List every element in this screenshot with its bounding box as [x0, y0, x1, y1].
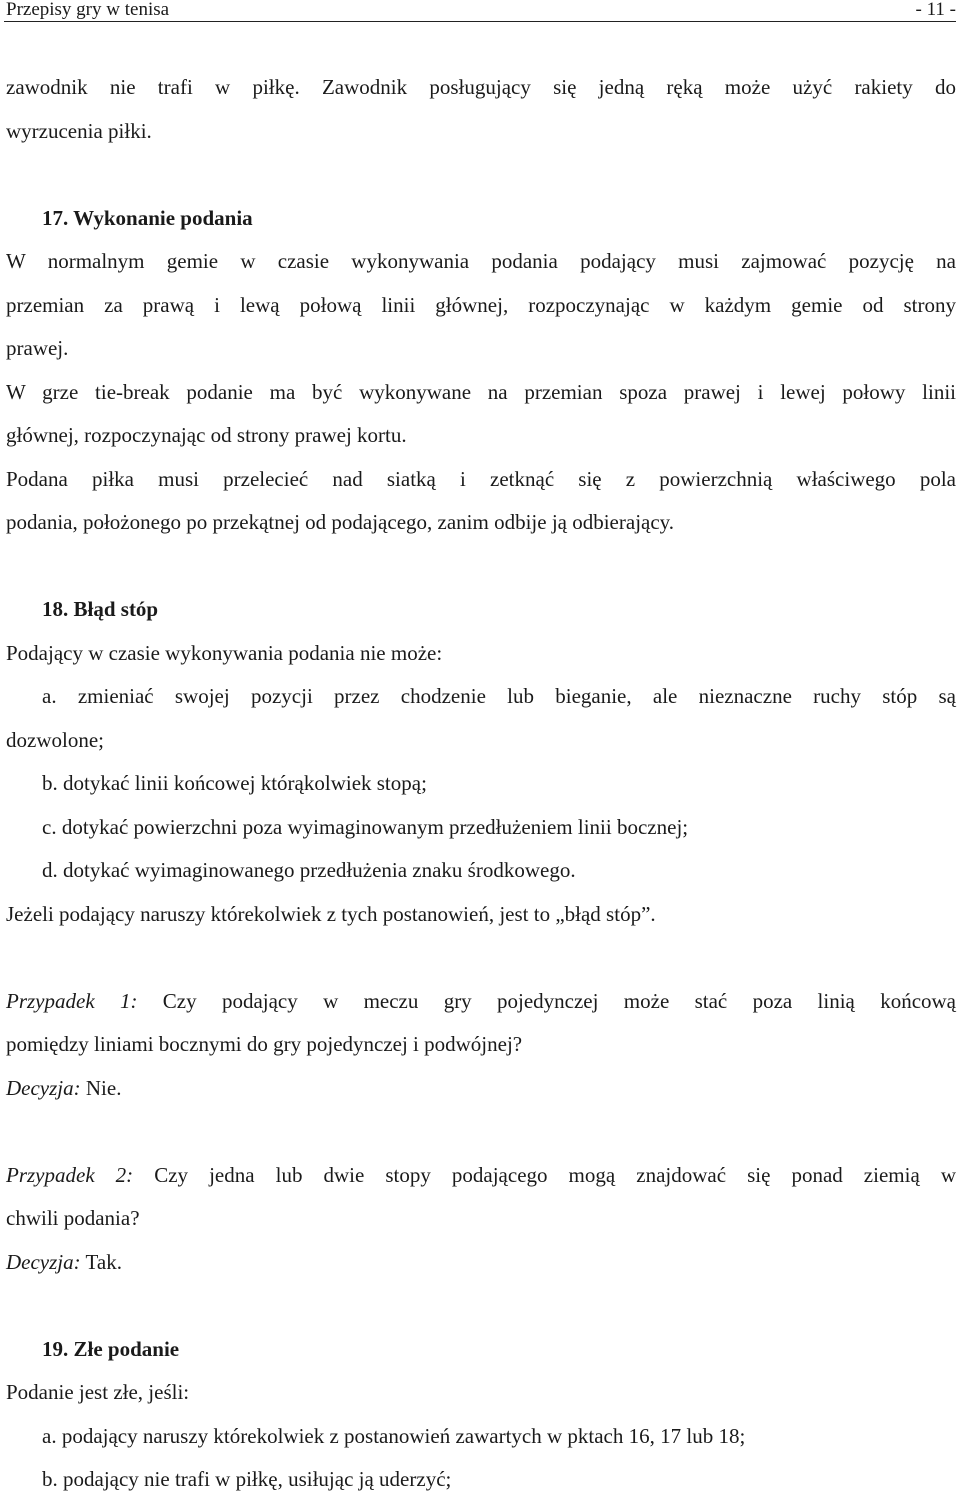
decision-value: Nie.	[85, 1075, 122, 1100]
case-question-text: Czy jedna lub dwie stopy podającego mogą znajdować się ponad ziemią w	[154, 1162, 956, 1187]
section-17-heading: 17. Wykonanie podania	[42, 205, 253, 230]
case-label: Przypadek 2:	[6, 1162, 134, 1187]
decision-label: Decyzja:	[6, 1249, 81, 1274]
paragraph-line: głównej, rozpoczynając od strony prawej kortu.	[6, 423, 407, 447]
paragraph-line: Jeżeli podający naruszy którekolwiek z tych postanowień, jest to „błąd stóp”.	[6, 901, 656, 926]
list-item: a. zmieniać swojej pozycji przez chodzenie lub bieganie, ale nieznaczne ruchy stóp są	[42, 684, 956, 708]
continuation-line: wyrzucenia piłki.	[6, 118, 152, 143]
paragraph-line: Podający w czasie wykonywania podania nie może:	[6, 640, 443, 665]
section-18-heading: 18. Błąd stóp	[42, 597, 159, 621]
list-item-continuation: dozwolone;	[6, 727, 104, 752]
decision-label: Decyzja:	[6, 1075, 81, 1100]
list-item: b. dotykać linii końcowej którąkolwiek stopą;	[42, 771, 427, 795]
case-1-decision	[6, 1067, 956, 1111]
document-body	[6, 66, 956, 1502]
paragraph-line: przemian za prawą i lewą połową linii głównej, rozpoczynając w każdym gemie od strony	[6, 292, 956, 317]
case-1-question	[6, 980, 956, 1024]
list-item: c. dotykać powierzchni poza wyimaginowanym przedłużeniem linii bocznej;	[42, 814, 689, 839]
paragraph-line: pomiędzy liniami bocznymi do gry pojedynczej i podwójnej?	[6, 1032, 523, 1056]
paragraph-line: Podanie jest złe, jeśli:	[6, 1380, 190, 1404]
list-item: a. podający naruszy którekolwiek z postanowień zawartych w pktach 16, 17 lub 18;	[42, 1423, 746, 1448]
section-19-heading: 19. Złe podanie	[42, 1336, 180, 1361]
page-header	[4, 0, 956, 22]
paragraph-line: podania, położonego po przekątnej od podającego, zanim odbije ją odbierający.	[6, 510, 675, 534]
case-2-question	[6, 1154, 956, 1198]
paragraph-line: prawej.	[6, 336, 69, 360]
paragraph-line: chwili podania?	[6, 1206, 140, 1230]
decision-value: Tak.	[85, 1249, 122, 1274]
paragraph-line: W grze tie-break podanie ma być wykonywane na przemian spoza prawej i lewej połowy linii	[6, 379, 956, 404]
page-number: - 11 -	[915, 0, 956, 20]
list-item: b. podający nie trafi w piłkę, usiłując ją uderzyć;	[42, 1467, 452, 1491]
paragraph-line: W normalnym gemie w czasie wykonywania podania podający musi zajmować pozycję na	[6, 249, 956, 273]
case-question-text: Czy podający w meczu gry pojedynczej może stać poza linią końcową	[162, 988, 956, 1013]
paragraph-line: Podana piłka musi przelecieć nad siatką i zetknąć się z powierzchnią właściwego pola	[6, 466, 956, 491]
list-item: d. dotykać wyimaginowanego przedłużenia znaku środkowego.	[42, 858, 576, 882]
document-title: Przepisy gry w tenisa	[6, 0, 170, 20]
case-label: Przypadek 1:	[6, 988, 138, 1013]
continuation-line: zawodnik nie trafi w piłkę. Zawodnik posługujący się jedną ręką może użyć rakiety do	[6, 75, 956, 99]
case-2-decision	[6, 1241, 956, 1285]
